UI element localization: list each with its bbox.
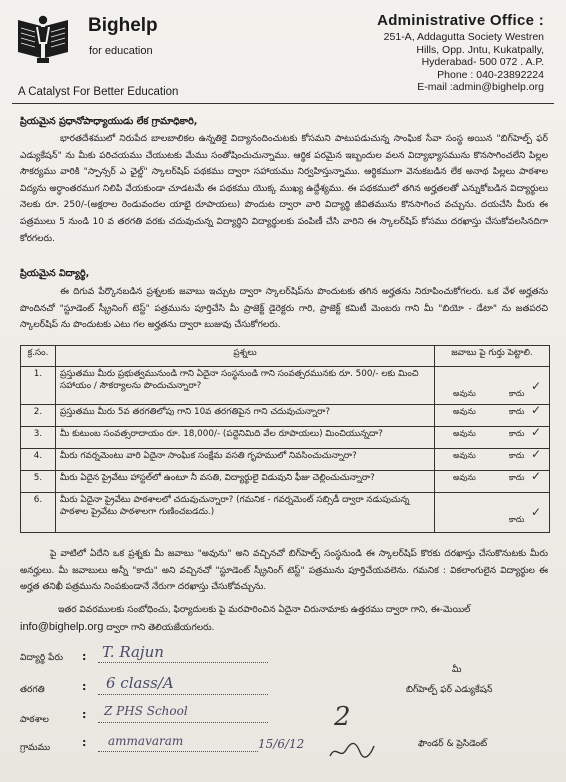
eligibility-table xyxy=(20,345,550,533)
colon: : xyxy=(82,680,87,693)
row-serial: 2. xyxy=(21,405,56,427)
answer-no[interactable]: కాదు xyxy=(509,407,525,416)
org-name: బిగ్‌హెల్ప్ ఫర్ ఎడ్యుకేషన్ xyxy=(406,685,493,695)
eligibility-note: పై వాటిలో ఏదేని ఒక ప్రశ్నకు మీ జవాబు "అవును" అని వచ్చినచో బిగ్‌హెల్ప్ సంస్థనుండి ఈ స్కాలర్‌షిప్ కొరకు దరఖాస్తు చేసుకొనుటకు మీరు అనర్హులు. మీ జవాబులు అన్నీ "కాదు" అని వచ్చినచో "స్టూడెంట్ స్క్రీనింగ్ టెస్ట్" పత్రమును పూర్తిచేయవలెను. గమనిక : వికలాంగులైన విద్యార్థుల ఈ అర్హత తనిఖీ పత్రమును నింపకుండానే నేరుగా దరఖాస్తు చేసుకోవచ్చును. xyxy=(20,549,548,593)
contact-paragraph xyxy=(20,602,548,636)
answer-cell xyxy=(435,493,550,533)
office-address-block xyxy=(334,12,544,94)
answer-cell xyxy=(435,427,550,449)
row-question: మీ కుటుంబ సంవత్సరాదాయం రూ. 18,000/- (పద్దెనిమిది వేల రూపాయలు) మించియున్నదా? xyxy=(56,427,435,449)
row-question: ప్రస్తుతము మీరు ప్రభుత్వమునుండి గాని ఏదైనా సంస్థనుండి గాని సంవత్సరమునకు రూ. 500/- లకు మించి సహాయం / సౌకర్యాలను పొందుచున్నారా? xyxy=(56,367,435,405)
answer-cell xyxy=(435,405,550,427)
instructions-paragraph: ఈ దిగువ పేర్కొనబడిన ప్రశ్నలకు జవాబు ఇచ్చుట ద్వారా స్కాలర్‌షిప్‌ను పొందుటకు తగిన అర్హతను నిరూపించుకోగలరు. ఒక వేళ అర్హతను పొందినచో "స్టూడెంట్ స్క్రీనింగ్ టెస్ట్" పత్రమును పూర్తిచేసి మీ ప్రాజెక్ట్ డైరెక్టరు గారి, ప్రాజెక్ట్ కమిటీ మెంబరు గాని మీ "బియో - డేటా" ను జతపరచి స్కాలర్‌షిప్ ను పొందుటకు ఎటు గల అర్హతను ద్వారా బుజువు చేసుకోగలరు. xyxy=(20,287,548,331)
class-label: తరగతి xyxy=(20,685,45,695)
row-serial: 5. xyxy=(21,471,56,493)
col-answer: జవాబు పై గుర్తు పెట్టాలి. xyxy=(435,346,550,367)
answer-no[interactable]: కాదు xyxy=(509,429,525,438)
brand-name: Bighelp xyxy=(88,15,158,36)
greeting-headmaster: ప్రియమైన ప్రధానోపాధ్యాయుడు లేక గ్రామాధికారి, xyxy=(20,116,198,127)
contact-email[interactable]: info@bighelp.org xyxy=(20,620,104,633)
village-label: గ్రామము xyxy=(20,743,51,753)
col-serial: క్ర.సం. xyxy=(21,346,56,367)
table-row xyxy=(21,471,550,493)
answer-yes[interactable]: అవును xyxy=(453,429,476,438)
intro-paragraph: భారతదేశములో నిరుపేద బాలబాలికల ఉన్నతికై విద్యానందించుటకు కోసమని పాటుపడుచున్న సాంఘిక సేవా సంస్థ అయిన "బిగ్‌హెల్ప్ ఫర్ ఎడ్యుకేషన్" ను మీకు పరిచయము చేయుటకు మేము సంతోషించుచున్నాము. ఆర్థిక పరమైన ఇబ్బందుల వలన విద్యాభ్యాసమును కొనసాగించలేని పిల్లల సౌకర్యము వారికి "స్పాన్సర్ ఎ ఛైల్డ్" స్కాలర్‌షిప్ పథకము ద్వారా సహాయము నిర్వహిస్తున్నాము. ఆర్థికముగా వెనుకబడిన లేక అనాథ పిల్లలు పాఠశాల విద్యను అర్ధాంతరముగ నిలిపి వేయకుండా చూడటమే ఈ పథకము యొక్క ముఖ్య ఉద్దేశ్యము. ఈ పథకములో తగిన అర్హతలతో ఎన్నుకోబడిన విద్యార్థులు నెలకు రూ. 250/-(అక్షరాల రెండువందల యాభై రూపాయలు) పొందుట ద్వారా వారి విద్యార్థి జీవితమును కొనసాగించ వచ్చును. దయచేసి మీరు ఈ పత్రములు 5 నుండి 10 వ తరగతి వరకు చదువుచున్న విద్యార్థిని విద్యార్థులకు పంపిణీ చేసి వారిని ఈ స్కాలర్‌షిప్ కోసము దరఖాస్తు చేసుకోవలసినదిగా కోరగలరు. xyxy=(20,134,548,244)
table-row xyxy=(21,493,550,533)
closing-word: మీ xyxy=(452,665,462,675)
brand-subtitle: for education xyxy=(89,45,153,57)
table-header-row xyxy=(21,346,550,367)
table-row xyxy=(21,427,550,449)
name-value[interactable]: T. Rajun xyxy=(102,643,164,661)
row-serial: 1. xyxy=(21,367,56,405)
colon: : xyxy=(82,708,87,721)
answer-yes[interactable]: అవును xyxy=(453,473,476,482)
underline xyxy=(98,694,268,695)
village-value[interactable]: ammavaram xyxy=(108,734,184,748)
row-serial: 4. xyxy=(21,449,56,471)
founder-title: ఫౌండర్ & ప్రెసిడెంట్ xyxy=(418,739,488,749)
office-title: Administrative Office : xyxy=(377,12,544,29)
tick-mark-icon: ✓ xyxy=(530,447,541,461)
row-question: మీరు గవర్నమెంటు వారి ఏదైనా సాంఘిక సంక్షేమ వసతి గృహములో నివసించుచున్నారా? xyxy=(56,449,435,471)
answer-no[interactable]: కాదు xyxy=(509,473,525,482)
row-serial: 3. xyxy=(21,427,56,449)
date-value: 15/6/12 xyxy=(258,737,305,751)
tagline: A Catalyst For Better Education xyxy=(18,86,179,98)
address-phone: Phone : 040-23892224 xyxy=(437,68,544,81)
bighelp-logo-icon xyxy=(14,14,72,64)
table-row xyxy=(21,405,550,427)
school-value[interactable]: Z PHS School xyxy=(104,704,188,718)
tick-mark-icon: ✓ xyxy=(530,403,541,417)
row-question: మీరు ఏదైన ప్రైవేటు హాస్టల్‌లో ఉంటూ నీ వసతి, విద్యార్థులై విడువుని ఫీజు చెల్లించుచున్నారా? xyxy=(56,471,435,493)
colon: : xyxy=(82,650,87,663)
underline xyxy=(98,722,268,723)
underline xyxy=(98,751,258,752)
header-divider xyxy=(12,103,554,104)
class-value[interactable]: 6 class/A xyxy=(106,674,174,692)
colon: : xyxy=(82,736,87,749)
signature-mark: 2 xyxy=(334,702,351,732)
address-line: Hyderabad- 500 072 . A.P. xyxy=(421,56,544,68)
contact-text: ఇతర వివరములకు సంబోధించు, ఫిర్యాదులకు పై మరపారించిన ఏదైనా చిరునామాకు ఉత్తరము ద్వారా గాని, ఈ-మెయిల్ xyxy=(58,605,471,615)
contact-text-tail: ద్వారా గాని తెలియజేయగలరు. xyxy=(103,622,215,633)
col-questions: ప్రశ్నలు xyxy=(56,346,435,367)
tick-mark-icon: ✓ xyxy=(530,379,541,393)
tick-mark-icon: ✓ xyxy=(530,469,541,483)
row-question: మీరు ఏదైనా ప్రైవేటు పాఠశాలలో చదువుచున్నారా? (గమనిక - గవర్నమెంట్ సబ్సిడీ ద్వారా నడుపుచున్న పాఠశాల ప్రైవేటు పాఠశాలగా గుణించబడదు.) xyxy=(56,493,435,533)
tick-mark-icon: ✓ xyxy=(530,425,541,439)
underline xyxy=(98,662,268,663)
table-row xyxy=(21,367,550,405)
greeting-student: ప్రియమైన విద్యార్థి, xyxy=(20,268,90,279)
address-email: E-mail :admin@bighelp.org xyxy=(417,81,544,93)
name-label: విద్యార్థి పేరు xyxy=(20,653,63,663)
tick-mark-icon: ✓ xyxy=(530,505,541,519)
answer-yes[interactable]: అవును xyxy=(453,407,476,416)
table-row xyxy=(21,449,550,471)
answer-yes[interactable]: అవును xyxy=(453,451,476,460)
row-question: ప్రస్తుతము మీరు 5వ తరగతిలోపు గాని 10వ తరగతిపైన గాని చదువుచున్నారా? xyxy=(56,405,435,427)
answer-cell xyxy=(435,449,550,471)
answer-yes[interactable]: అవును xyxy=(453,389,476,398)
signature-scribble-icon xyxy=(326,736,376,762)
answer-cell xyxy=(435,471,550,493)
address-line: 251-A, Addagutta Society Westren xyxy=(383,31,544,43)
answer-no[interactable]: కాదు xyxy=(509,389,525,398)
school-label: పాఠశాల xyxy=(20,715,49,725)
answer-no[interactable]: కాదు xyxy=(509,451,525,460)
answer-cell xyxy=(435,367,550,405)
address-line: Hills, Opp. Jntu, Kukatpally, xyxy=(416,43,544,56)
answer-no[interactable]: కాదు xyxy=(509,515,525,524)
row-serial: 6. xyxy=(21,493,56,533)
